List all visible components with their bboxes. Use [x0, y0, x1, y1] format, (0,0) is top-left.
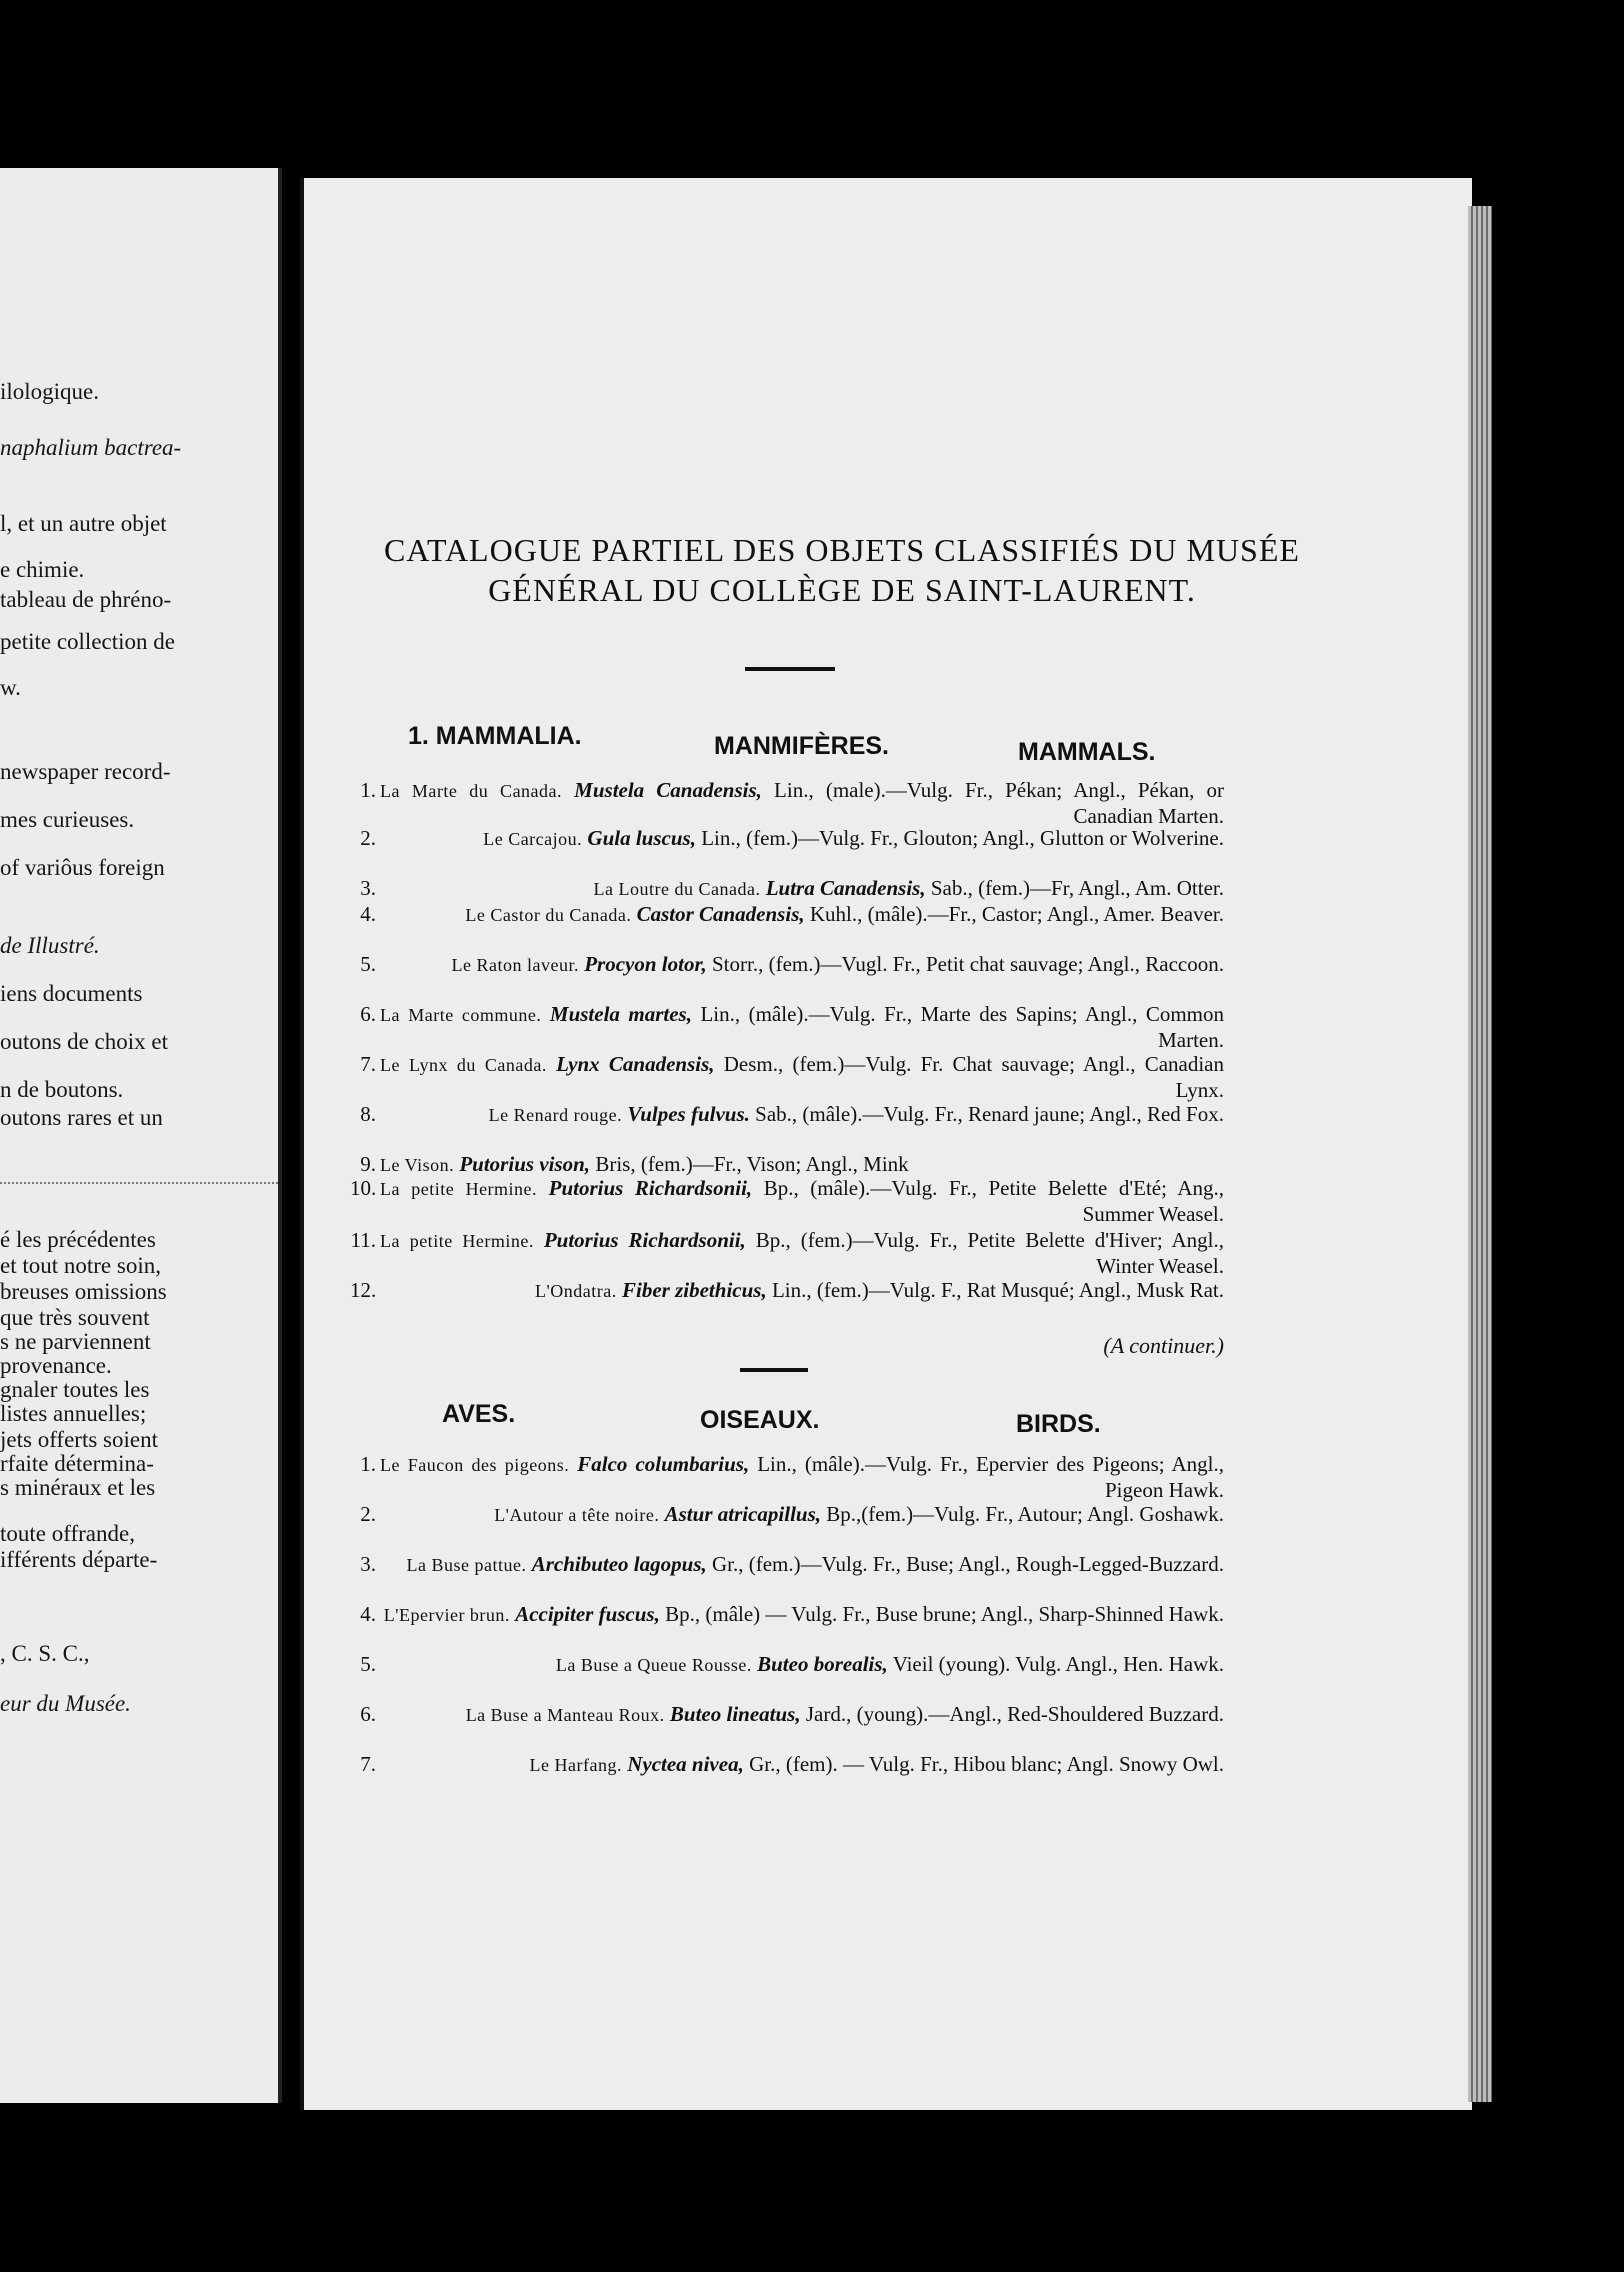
left-page-fragment — [0, 168, 282, 2103]
mammalia-heading-french: MANMIFÈRES. — [714, 732, 889, 760]
continued-note: (A continuer.) — [1103, 1333, 1224, 1358]
left-text-line: ifférents départe- — [0, 1547, 158, 1572]
catalogue-entry: 4. Le Castor du Canada. Castor Canadensis, Kuhl., (mâle).—Fr., Castor; Angl., Amer. Beaver. — [360, 902, 1224, 926]
left-text-line: of variôus foreign — [0, 855, 165, 880]
title-divider — [745, 667, 835, 671]
aves-heading-english: BIRDS. — [1016, 1410, 1101, 1438]
left-text-line: jets offerts soient — [0, 1427, 158, 1452]
left-text-line: rfaite détermina- — [0, 1451, 154, 1476]
left-text-line: breuses omissions — [0, 1279, 167, 1304]
left-text-line: w. — [0, 675, 21, 700]
left-text-line: s minéraux et les — [0, 1475, 156, 1500]
left-text-line: e chimie. — [0, 557, 85, 582]
catalogue-entry: 7. Le Lynx du Canada. Lynx Canadensis, Desm., (fem.)—Vulg. Fr. Chat sauvage; Angl., Canadian Lynx. — [360, 1052, 1225, 1102]
catalogue-entry: 6. La Buse a Manteau Roux. Buteo lineatus, Jard., (young).—Angl., Red-Shouldered Buzzard. — [360, 1702, 1224, 1726]
left-text-line: provenance. — [0, 1353, 112, 1378]
catalogue-entry: 8. Le Renard rouge. Vulpes fulvus. Sab., (mâle).—Vulg. Fr., Renard jaune; Angl., Red Fox. — [360, 1102, 1224, 1126]
left-text-line: que très souvent — [0, 1305, 150, 1330]
page-title — [0, 530, 1624, 610]
left-text-line: mes curieuses. — [0, 807, 135, 832]
catalogue-entry: 1. La Marte du Canada. Mustela Canadensis, Lin., (male).—Vulg. Fr., Pékan; Angl., Pékan, or Canadian Marten. — [360, 778, 1225, 828]
left-text-line: s ne parviennent — [0, 1329, 151, 1354]
left-text-line: outons de choix et — [0, 1029, 168, 1054]
catalogue-entry: 3. La Loutre du Canada. Lutra Canadensis, Sab., (fem.)—Fr, Angl., Am. Otter. — [360, 876, 1224, 900]
catalogue-entry: 3. La Buse pattue. Archibuteo lagopus, Gr., (fem.)—Vulg. Fr., Buse; Angl., Rough-Legged-Buzzard. — [360, 1552, 1224, 1576]
catalogue-entry: 4. L'Epervier brun. Accipiter fuscus, Bp., (mâle) — Vulg. Fr., Buse brune; Angl., Sharp-Shinned Hawk. — [360, 1602, 1224, 1626]
catalogue-entry: 2. Le Carcajou. Gula luscus, Lin., (fem.)—Vulg. Fr., Glouton; Angl., Glutton or Wolverine. — [360, 826, 1224, 850]
title-line-2: GÉNÉRAL DU COLLÈGE DE SAINT-LAURENT. — [488, 572, 1196, 608]
mammalia-heading-english: MAMMALS. — [1018, 738, 1156, 766]
catalogue-entry: 2. L'Autour a tête noire. Astur atricapillus, Bp.,(fem.)—Vulg. Fr., Autour; Angl. Goshawk. — [360, 1502, 1224, 1526]
mammalia-heading-latin: 1. MAMMALIA. — [408, 722, 582, 750]
left-text-line: outons rares et un — [0, 1105, 163, 1130]
catalogue-entry: 1. Le Faucon des pigeons. Falco columbarius, Lin., (mâle).—Vulg. Fr., Epervier des Pigeons; Angl., Pigeon Hawk. — [360, 1452, 1224, 1502]
left-text-line: é les précédentes — [0, 1227, 156, 1252]
left-text-line: toute offrande, — [0, 1521, 135, 1546]
aves-heading-latin: AVES. — [442, 1400, 516, 1428]
catalogue-entry: 5. Le Raton laveur. Procyon lotor, Storr., (fem.)—Vugl. Fr., Petit chat sauvage; Angl., Raccoon. — [360, 952, 1224, 976]
left-text-line: tableau de phréno- — [0, 587, 172, 612]
title-line-1: CATALOGUE PARTIEL DES OBJETS CLASSIFIÉS DU MUSÉE — [384, 532, 1300, 568]
left-text-line: iens documents — [0, 981, 143, 1006]
catalogue-entry: 7. Le Harfang. Nyctea nivea, Gr., (fem). — Vulg. Fr., Hibou blanc; Angl. Snowy Owl. — [360, 1752, 1224, 1776]
left-text-line: , C. S. C., — [0, 1641, 90, 1666]
catalogue-entry: 11. La petite Hermine. Putorius Richardsonii, Bp., (fem.)—Vulg. Fr., Petite Belette d'Hiver; Angl., Winter Weasel. — [350, 1228, 1225, 1278]
left-text-line: eur du Musée. — [0, 1691, 131, 1716]
catalogue-entry: 9. Le Vison. Putorius vison, Bris, (fem.)—Fr., Vison; Angl., Mink — [360, 1152, 909, 1176]
page-edge — [1468, 206, 1492, 2102]
left-divider — [0, 1182, 278, 1184]
catalogue-entry: 6. La Marte commune. Mustela martes, Lin., (mâle).—Vulg. Fr., Marte des Sapins; Angl., Common Marten. — [360, 1002, 1224, 1052]
left-text-line: gnaler toutes les — [0, 1377, 150, 1402]
catalogue-entry: 12. L'Ondatra. Fiber zibethicus, Lin., (fem.)—Vulg. F., Rat Musqué; Angl., Musk Rat. — [350, 1278, 1224, 1302]
left-text-line: newspaper record- — [0, 759, 171, 784]
catalogue-entry: 5. La Buse a Queue Rousse. Buteo borealis, Vieil (young). Vulg. Angl., Hen. Hawk. — [360, 1652, 1224, 1676]
section-divider — [740, 1368, 808, 1372]
catalogue-entry: 10. La petite Hermine. Putorius Richardsonii, Bp., (mâle).—Vulg. Fr., Petite Belette d'Eté; Ang., Summer Weasel. — [350, 1176, 1225, 1226]
left-text-line: n de boutons. — [0, 1077, 124, 1102]
left-text-line: et tout notre soin, — [0, 1253, 161, 1278]
left-text-line: l, et un autre objet — [0, 511, 167, 536]
left-text-line: naphalium bactrea- — [0, 435, 182, 460]
left-text-line: ilologique. — [0, 379, 100, 404]
right-page — [300, 178, 1472, 2110]
left-text-line: petite collection de — [0, 629, 175, 654]
aves-heading-french: OISEAUX. — [700, 1406, 820, 1434]
left-text-line: listes annuelles; — [0, 1401, 147, 1426]
left-text-line: de Illustré. — [0, 933, 100, 958]
